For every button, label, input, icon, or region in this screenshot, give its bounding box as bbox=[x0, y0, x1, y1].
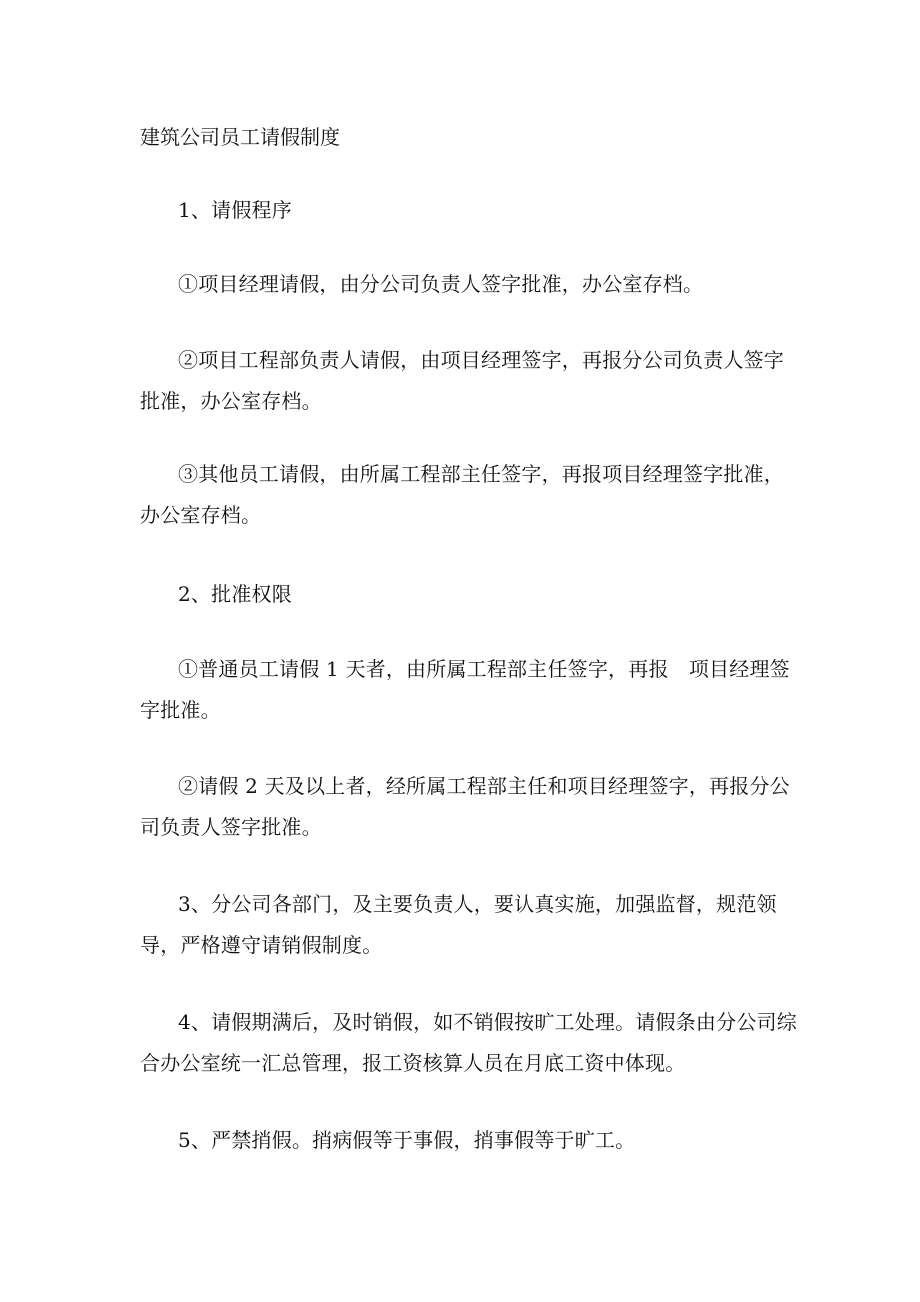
paragraph-engineering-head-leave: ②项目工程部负责人请假，由项目经理签字，再报分公司负责人签字批准，办公室存档。 bbox=[140, 348, 784, 413]
paragraph-department-implementation: 3、分公司各部门，及主要负责人，要认真实施，加强监督，规范领导，严格遵守请销假制度。 bbox=[140, 892, 777, 957]
section-heading-approval-authority: 2、批准权限 bbox=[178, 582, 292, 606]
paragraph-leave-cancellation: 4、请假期满后，及时销假，如不销假按旷工处理。请假条由分公司综合办公室统一汇总管理，报工资核算人员在月底工资中体现。 bbox=[140, 1010, 797, 1075]
document-title: 建筑公司员工请假制度 bbox=[140, 125, 340, 149]
section-heading-leave-procedure: 1、请假程序 bbox=[178, 198, 292, 222]
paragraph-other-staff-leave: ③其他员工请假，由所属工程部主任签字，再报项目经理签字批准，办公室存档。 bbox=[140, 462, 784, 527]
paragraph-two-days-leave: ②请假 2 天及以上者，经所属工程部主任和项目经理签字，再报分公司负责人签字批准。 bbox=[140, 774, 790, 839]
paragraph-project-manager-leave: ①项目经理请假，由分公司负责人签字批准，办公室存档。 bbox=[178, 272, 704, 296]
paragraph-one-day-leave: ①普通员工请假 1 天者，由所属工程部主任签字，再报 项目经理签字批准。 bbox=[140, 657, 790, 722]
paragraph-proxy-leave-prohibited: 5、严禁捎假。捎病假等于事假，捎事假等于旷工。 bbox=[178, 1128, 636, 1152]
